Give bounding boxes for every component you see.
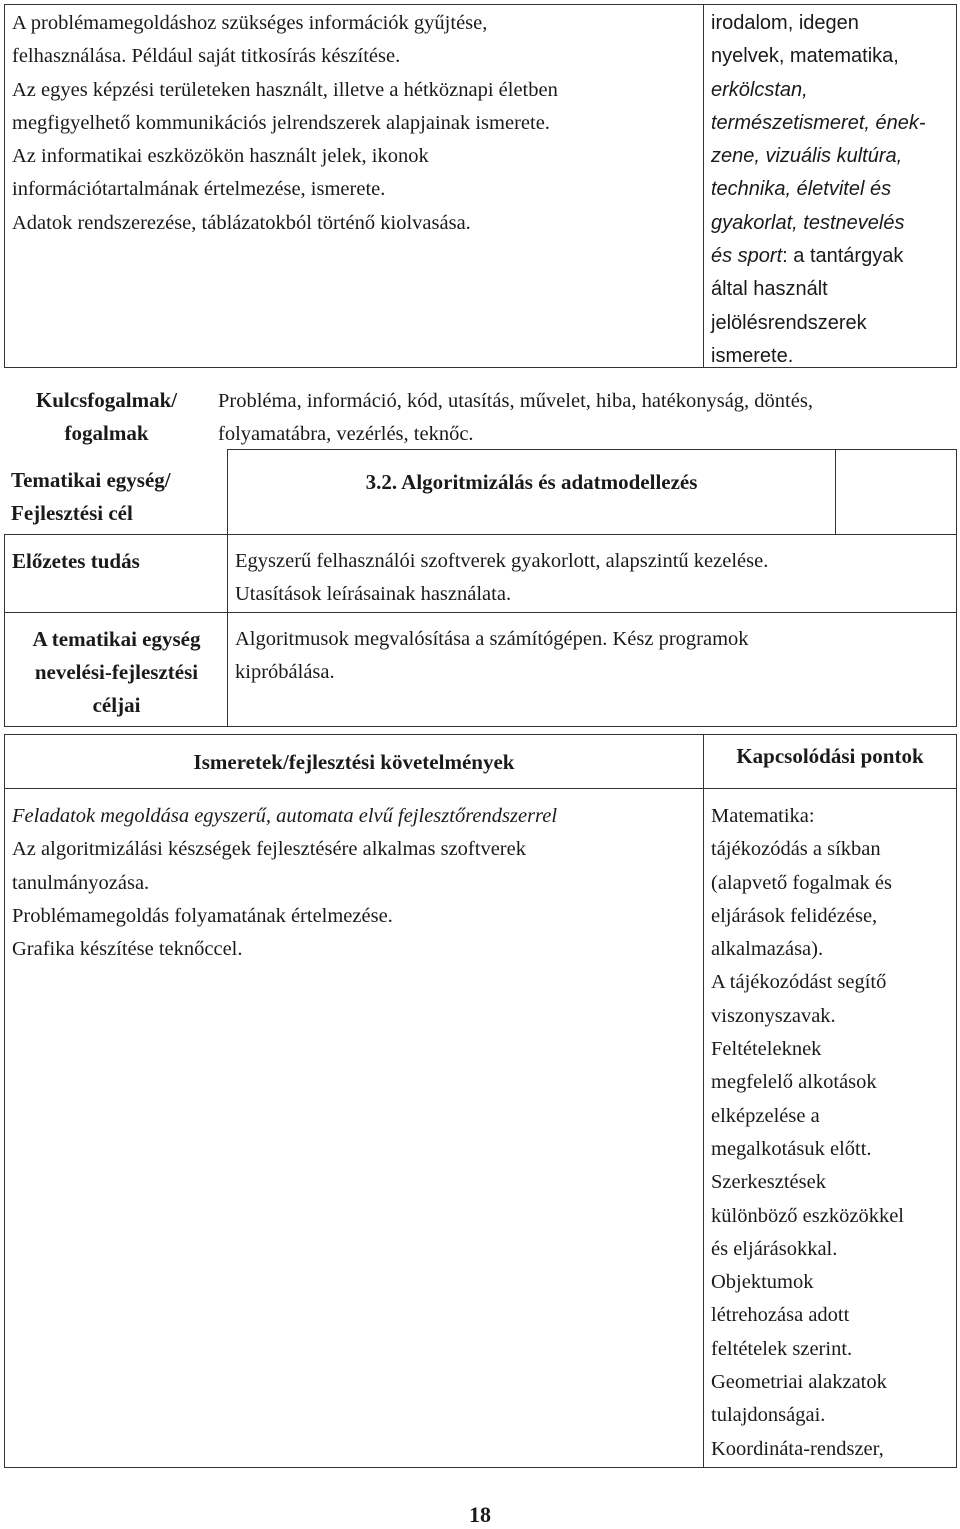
text-line: Probléma, információ, kód, utasítás, művelet, hiba, hatékonyság, döntés,	[218, 390, 813, 412]
text-fragment: és sport	[711, 245, 783, 268]
text-line: erkölcstan,	[711, 78, 808, 101]
top-right-cell	[703, 4, 957, 368]
text-line: tanulmányozása.	[12, 871, 150, 894]
text-line: Grafika készítése teknőccel.	[12, 938, 243, 961]
text-line: által használt	[711, 278, 828, 301]
prior-label: Előzetes tudás	[12, 549, 140, 573]
text-line: A problémamegoldáshoz szükséges információk gyűjtése,	[12, 12, 488, 34]
text-line: zene, vizuális kultúra,	[711, 145, 903, 168]
text-line: tulajdonságai.	[711, 1404, 826, 1427]
text-line: elképzelése a	[711, 1104, 820, 1127]
text-line: eljárások felidézése,	[711, 904, 878, 927]
text-line: tájékozódás a síkban	[711, 838, 881, 861]
text-line: Feltételeknek	[711, 1038, 822, 1061]
text-line: gyakorlat, testnevelés	[711, 211, 905, 234]
text-line: Koordináta-rendszer,	[711, 1437, 884, 1460]
text-line: alkalmazása).	[711, 938, 824, 961]
text-line: természetismeret, ének-	[711, 111, 926, 134]
text-line: Az informatikai eszközökön használt jelek, ikonok	[12, 145, 429, 168]
text-line: jelölésrendszerek	[711, 311, 867, 334]
goals-text	[235, 623, 956, 690]
requirements-header-cell	[4, 734, 704, 789]
label-line: fogalmak	[64, 421, 149, 445]
connections-header: Kapcsolódási pontok	[736, 744, 924, 768]
page-number: 18	[469, 1502, 491, 1527]
text-line: Problémamegoldás folyamatának értelmezése.	[12, 904, 393, 927]
top-left-cell	[4, 4, 704, 368]
text-line: Egyszerű felhasználói szoftverek gyakorlott, alapszintű kezelése.	[235, 550, 769, 572]
connections-header-cell	[703, 734, 957, 789]
text-line: információtartalmának értelmezése, ismerete.	[12, 178, 386, 201]
text-line: (alapvető fogalmak és	[711, 871, 893, 894]
requirements-cell	[4, 788, 704, 1468]
text-line: Szerkesztések	[711, 1171, 826, 1194]
text-line: Az egyes képzési területeken használt, illetve a hétköznapi életben	[12, 78, 558, 101]
text-line: megfigyelhető kommunikációs jelrendszerek alapjainak ismerete.	[12, 111, 550, 134]
text-line: technika, életvitel és	[711, 178, 892, 201]
label-line: Kulcsfogalmak/	[35, 388, 178, 412]
unit-title-right-cell	[835, 449, 957, 535]
text-line: folyamatábra, vezérlés, teknőc.	[218, 423, 474, 446]
label-line: céljai	[92, 693, 141, 717]
goals-label-cell	[4, 612, 228, 727]
label-line: nevelési-fejlesztési	[34, 660, 199, 684]
text-line: Matematika:	[711, 805, 815, 827]
text-line: Utasítások leírásainak használata.	[235, 583, 512, 606]
text-line: felhasználása. Például saját titkosírás készítése.	[12, 45, 401, 68]
text-line: irodalom, idegen	[711, 12, 859, 34]
prior-text-cell	[227, 534, 957, 613]
text-line: Geometriai alakzatok	[711, 1371, 887, 1394]
text-line: feltételek szerint.	[711, 1337, 853, 1360]
label-line: Fejlesztési cél	[11, 501, 133, 525]
text-line: különböző eszközökkel	[711, 1204, 904, 1227]
text-line	[711, 240, 956, 273]
text-line: A tájékozódást segítő	[711, 971, 887, 994]
connections-cell	[703, 788, 957, 1468]
connections-text	[711, 800, 956, 1466]
unit-title-cell	[227, 449, 836, 535]
requirements-text	[12, 800, 703, 966]
prior-text	[235, 545, 956, 612]
top-left-text	[12, 7, 703, 240]
text-line: Az algoritmizálási készségek fejlesztésére alkalmas szoftverek	[12, 838, 526, 861]
key-concepts-text	[218, 385, 958, 452]
prior-label-cell	[4, 534, 228, 613]
label-line: A tematikai egység	[32, 627, 201, 651]
goals-text-cell	[227, 612, 957, 727]
text-line: megfelelő alkotások	[711, 1071, 877, 1094]
top-right-text	[711, 7, 956, 373]
text-line: nyelvek, matematika,	[711, 45, 899, 68]
key-concepts-label	[4, 384, 209, 450]
text-line: és eljárásokkal.	[711, 1237, 838, 1260]
text-line: létrehozása adott	[711, 1304, 850, 1327]
text-fragment: : a tantárgyak	[782, 245, 904, 268]
text-line: Adatok rendszerezése, táblázatokból történő kiolvasása.	[12, 211, 471, 234]
unit-title: 3.2. Algoritmizálás és adatmodellezés	[365, 470, 698, 494]
text-line: Objektumok	[711, 1271, 814, 1294]
text-line: kipróbálása.	[235, 661, 335, 684]
unit-label	[11, 464, 171, 530]
requirements-italic-line: Feladatok megoldása egyszerű, automata elvű fejlesztőrendszerrel	[12, 805, 558, 827]
goals-label	[5, 623, 228, 722]
text-line: ismerete.	[711, 344, 794, 367]
requirements-header: Ismeretek/fejlesztési követelmények	[193, 750, 515, 774]
text-line: Algoritmusok megvalósítása a számítógépen. Kész programok	[235, 628, 749, 650]
label-line: Tematikai egység/	[11, 468, 171, 492]
text-line: megalkotásuk előtt.	[711, 1137, 872, 1160]
text-line: viszonyszavak.	[711, 1004, 836, 1027]
